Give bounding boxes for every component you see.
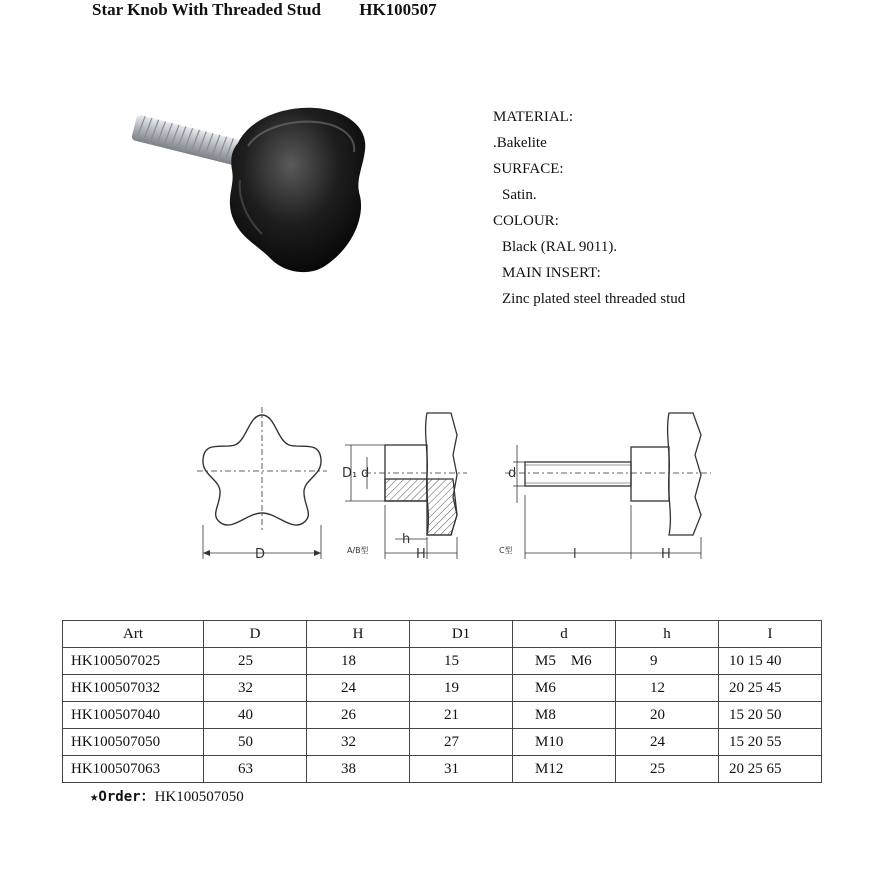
table-row (63, 648, 822, 675)
table-row (63, 702, 822, 729)
insert-label: MAIN INSERT: (502, 265, 601, 281)
cell-H: 24 (307, 675, 410, 702)
material-value: .Bakelite (493, 135, 547, 151)
colour-value: Black (RAL 9011). (502, 239, 618, 255)
top-view (197, 407, 327, 559)
cell-h: 20 (616, 702, 719, 729)
product-code: HK100507 (359, 0, 437, 19)
cell-h: 24 (616, 729, 719, 756)
cell-h: 9 (616, 648, 719, 675)
order-label: ★Order： (90, 789, 155, 805)
cell-H: 32 (307, 729, 410, 756)
header-D: D (204, 621, 307, 648)
cell-D1: 15 (410, 648, 513, 675)
cell-H: 38 (307, 756, 410, 783)
material-label: MATERIAL: (493, 109, 573, 125)
order-example (90, 786, 244, 806)
header-D1: D1 (410, 621, 513, 648)
cell-art: HK100507025 (63, 648, 204, 675)
label-D1: D₁ (342, 466, 358, 481)
table-header-row (63, 621, 822, 648)
cell-H: 26 (307, 702, 410, 729)
cell-h: 12 (616, 675, 719, 702)
cell-I: 10 15 40 (719, 648, 822, 675)
product-photo (120, 88, 380, 288)
cell-art: HK100507040 (63, 702, 204, 729)
surface-label: SURFACE: (493, 161, 564, 177)
header-I: I (719, 621, 822, 648)
label-H-c: H (661, 547, 671, 562)
label-ab-type: A/B型 (347, 546, 369, 555)
cell-D1: 19 (410, 675, 513, 702)
header-h: h (616, 621, 719, 648)
cell-art: HK100507063 (63, 756, 204, 783)
cell-H: 18 (307, 648, 410, 675)
cell-D1: 31 (410, 756, 513, 783)
cell-h: 25 (616, 756, 719, 783)
table-row (63, 729, 822, 756)
label-d-ab: d (361, 466, 370, 481)
cell-art: HK100507050 (63, 729, 204, 756)
cell-D: 50 (204, 729, 307, 756)
order-value: HK100507050 (154, 789, 244, 805)
cell-D: 32 (204, 675, 307, 702)
label-d-c: d (508, 466, 517, 481)
cell-I: 20 25 65 (719, 756, 822, 783)
cell-d: M10 (513, 729, 616, 756)
cell-D: 40 (204, 702, 307, 729)
label-c-type: C型 (499, 546, 513, 555)
side-view-c (505, 413, 711, 559)
table-row (63, 756, 822, 783)
insert-value: Zinc plated steel threaded stud (502, 291, 686, 307)
cell-D1: 21 (410, 702, 513, 729)
cell-D: 63 (204, 756, 307, 783)
header-H: H (307, 621, 410, 648)
label-h: h (402, 532, 411, 547)
header-art: Art (63, 621, 204, 648)
cell-d: M8 (513, 702, 616, 729)
page-title (92, 0, 437, 20)
cell-D: 25 (204, 648, 307, 675)
label-l: l (573, 547, 577, 562)
cell-I: 15 20 50 (719, 702, 822, 729)
specifications (493, 104, 685, 312)
cell-D1: 27 (410, 729, 513, 756)
surface-value: Satin. (502, 187, 537, 203)
table-row (63, 675, 822, 702)
cell-d: M12 (513, 756, 616, 783)
label-H-ab: H (416, 547, 426, 562)
technical-drawing (195, 405, 725, 570)
colour-label: COLOUR: (493, 213, 559, 229)
dimensions-table (62, 620, 822, 783)
product-title: Star Knob With Threaded Stud (92, 0, 321, 19)
label-D: D (255, 547, 266, 562)
cell-d: M5 M6 (513, 648, 616, 675)
cell-art: HK100507032 (63, 675, 204, 702)
cell-I: 20 25 45 (719, 675, 822, 702)
cell-d: M6 (513, 675, 616, 702)
header-d: d (513, 621, 616, 648)
cell-I: 15 20 55 (719, 729, 822, 756)
